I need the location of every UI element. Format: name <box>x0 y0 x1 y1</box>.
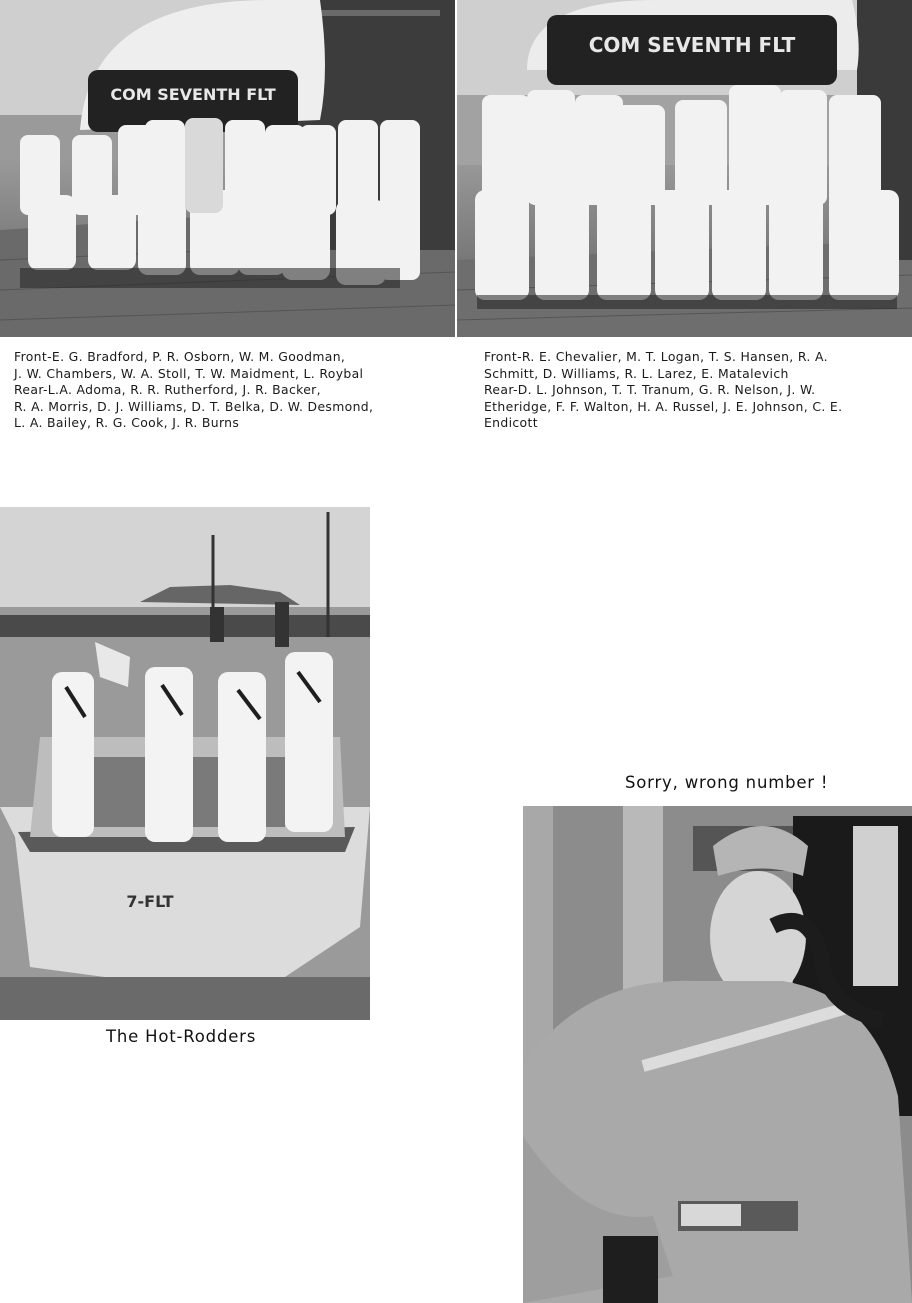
caption-line: Etheridge, F. F. Walton, H. A. Russel, J. E. Johnson, C. E. <box>484 398 843 414</box>
crew-photo-right <box>457 0 912 337</box>
stern-name-right: COM SEVENTH FLT <box>588 33 796 57</box>
caption-line: L. A. Bailey, R. G. Cook, J. R. Burns <box>14 415 240 431</box>
caption-line: Schmitt, D. Williams, R. L. Larez, E. Matalevich <box>484 365 789 381</box>
caption-line: Front-E. G. Bradford, P. R. Osborn, W. M. Goodman, <box>14 349 346 364</box>
hot-rodders-caption: The Hot-Rodders <box>106 1027 257 1046</box>
caption-right <box>484 349 904 432</box>
crew-photo-left <box>0 0 455 337</box>
phone-caption: Sorry, wrong number ! <box>625 773 829 792</box>
caption-line: Endicott <box>484 415 538 431</box>
caption-line: Front-R. E. Chevalier, M. T. Logan, T. S. Hansen, R. A. <box>484 349 828 364</box>
caption-line: R. A. Morris, D. J. Williams, D. T. Belka, D. W. Desmond, <box>14 398 374 414</box>
hot-rodders-photo <box>0 507 370 1020</box>
phone-photo <box>523 806 912 1303</box>
caption-line: Rear-L.A. Adoma, R. R. Rutherford, J. R. Backer, <box>14 382 321 398</box>
hull-marking-left: 7-FLT <box>126 892 174 911</box>
stern-name-left: COM SEVENTH FLT <box>110 85 276 104</box>
caption-left <box>14 349 444 432</box>
caption-line: Rear-D. L. Johnson, T. T. Tranum, G. R. Nelson, J. W. <box>484 382 816 398</box>
caption-line: J. W. Chambers, W. A. Stoll, T. W. Maidment, L. Roybal <box>14 365 364 381</box>
